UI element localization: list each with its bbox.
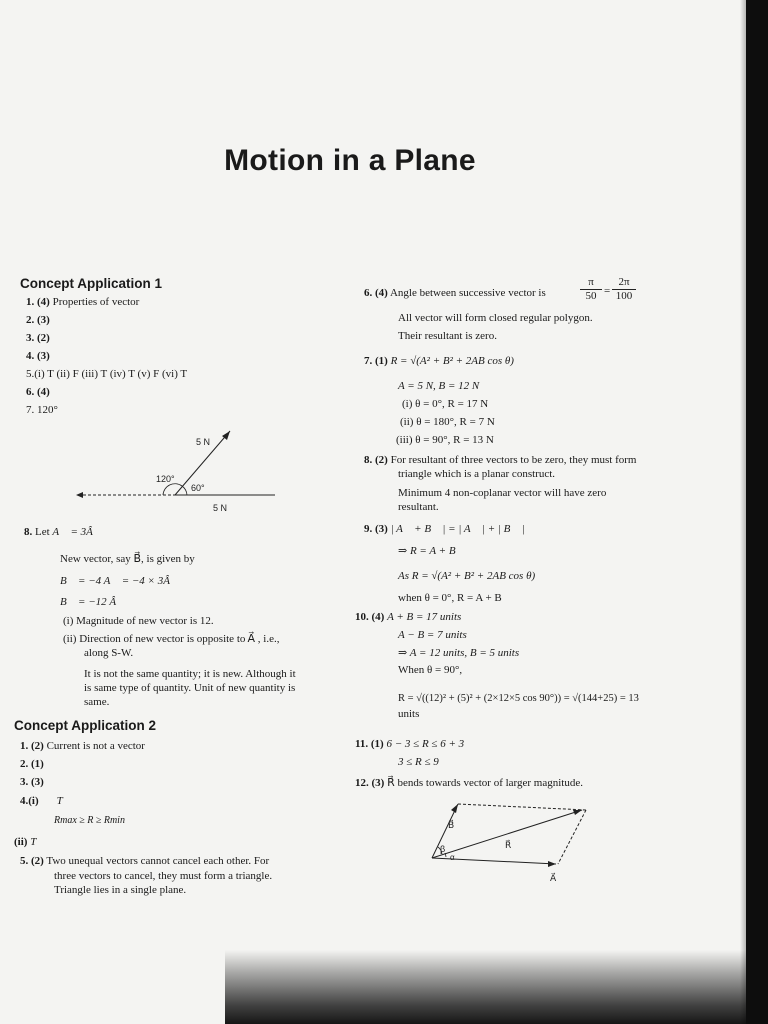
fig1-label-bottom: 5 N (213, 503, 228, 513)
c2-answer-3: 3. (3) (20, 776, 44, 788)
dashed-right-side (558, 810, 586, 864)
vector-r-line (432, 810, 582, 858)
c2-answer-5-line-3: Triangle lies in a single plane. (54, 884, 187, 896)
fraction-pi-over-50 (580, 276, 602, 303)
r-answer-6-line-3: Their resultant is zero. (398, 330, 497, 342)
equals-sign: = (604, 285, 611, 297)
answer-number: 9. (3) (364, 523, 388, 535)
answer-number: 4.(i) (20, 795, 39, 807)
r-answer-6 (364, 287, 546, 300)
r-answer-7 (364, 355, 514, 368)
fraction-denominator: 50 (585, 290, 597, 302)
answer-8-line-2: B⃗ = −4 A⃗ = −4 × 3Â (60, 575, 170, 587)
section-heading-concept-application-1: Concept Application 1 (20, 276, 163, 291)
fig2-label-a: A⃗ (550, 873, 557, 883)
vector-b-arrowhead (451, 804, 458, 813)
r-answer-8-line-4: resultant. (398, 501, 439, 513)
answer-number: 1. (2) (20, 740, 44, 752)
fig1-label-120: 120° (156, 474, 175, 484)
answer-8-point-ii-cont: along S-W. (84, 647, 134, 659)
c2-answer-4-inequality: Rmax ≥ R ≥ Rmin (54, 815, 125, 826)
answer-text: R⃗ bends towards vector of larger magnitude. (387, 777, 583, 789)
fig2-label-r: R⃗ (505, 840, 512, 850)
arrowhead-dashed (76, 492, 83, 498)
answer-text: Two unequal vectors cannot cancel each other. For (46, 855, 270, 867)
c2-answer-5-line-2: three vectors to cancel, they must form a triangle. (54, 870, 273, 882)
fraction-numerator: π (580, 276, 602, 290)
answer-text: Angle between successive vector is (389, 287, 546, 299)
r-answer-9-line-2: As R = √(A² + B² + 2AB cos θ) (398, 570, 536, 582)
r-answer-10-line-5: units (398, 708, 420, 720)
answer-number: 7. (1) (364, 355, 388, 367)
answer-8 (24, 526, 93, 539)
answer-number: 10. (4) (355, 611, 385, 623)
r-answer-10 (355, 611, 461, 624)
answer-value: T (56, 795, 63, 807)
answer-number: 11. (1) (355, 738, 384, 750)
answer-8-para-1: It is not the same quantity; it is new. Although it (84, 668, 296, 680)
answer-number: 6. (4) (364, 287, 388, 299)
r-answer-10-line-3: When θ = 90°, (398, 664, 463, 676)
r-answer-7-line-2: (i) θ = 0°, R = 17 N (402, 398, 489, 410)
answer-number: (ii) (14, 836, 28, 848)
answer-text: For resultant of three vectors to be zero, they must form (390, 454, 637, 466)
r-answer-12 (355, 777, 583, 790)
answer-let: Let (35, 526, 50, 538)
answer-5: 5.(i) T (ii) F (iii) T (iv) T (v) F (vi) T (26, 368, 188, 380)
r-answer-11-line-1: 3 ≤ R ≤ 9 (398, 756, 439, 768)
r-answer-10-line-2: ⇒ A = 12 units, B = 5 units (398, 647, 520, 659)
answer-8-para-2: is same type of quantity. Unit of new quantity is (84, 682, 296, 694)
r-answer-10-line-4: R = √((12)² + (5)² + (2×12×5 cos 90°)) = √(144+25) = 13 (398, 693, 639, 704)
answer-8-point-i: (i) Magnitude of new vector is 12. (63, 615, 214, 627)
section-heading-concept-application-2: Concept Application 2 (14, 718, 157, 733)
answer-equation: R = √(A² + B² + 2AB cos θ) (390, 355, 514, 367)
answer-value: T (30, 836, 37, 848)
answer-4: 4. (3) (26, 350, 50, 362)
answer-equation: A + B = 17 units (387, 611, 462, 623)
r-answer-6-line-2: All vector will form closed regular polygon. (398, 312, 593, 324)
answer-equation: 6 − 3 ≤ R ≤ 6 + 3 (386, 738, 465, 750)
c2-answer-5 (20, 855, 269, 868)
r-answer-8 (364, 454, 636, 467)
vector-a-arrowhead (548, 861, 556, 867)
scan-right-edge (746, 0, 768, 1024)
c2-answer-4-ii (14, 836, 36, 849)
scan-bottom-shadow (225, 950, 768, 1024)
r-answer-9-line-3: when θ = 0°, R = A + B (398, 592, 502, 604)
angle-arc-60 (182, 486, 187, 495)
r-answer-10-line-1: A − B = 7 units (398, 629, 467, 641)
fig1-label-60: 60° (191, 483, 205, 493)
c2-answer-4 (20, 795, 63, 808)
answer-2: 2. (3) (26, 314, 50, 326)
answer-8-para-3: same. (84, 696, 110, 708)
answer-3: 3. (2) (26, 332, 50, 344)
answer-7: 7. 120° (26, 404, 58, 416)
r-answer-11 (355, 738, 464, 751)
answer-number: 5. (2) (20, 855, 44, 867)
answer-text: Current is not a vector (46, 740, 145, 752)
r-answer-7-line-3: (ii) θ = 180°, R = 7 N (400, 416, 495, 428)
r-answer-7-line-4: (iii) θ = 90°, R = 13 N (396, 434, 494, 446)
c2-answer-1 (20, 740, 145, 753)
answer-number: 12. (3) (355, 777, 385, 789)
parallelogram-figure (420, 796, 600, 886)
dashed-top-side (458, 804, 586, 810)
answer-number: 1. (4) (26, 296, 50, 308)
fig2-label-b: B⃗ (448, 820, 455, 830)
answer-text: Properties of vector (52, 296, 140, 308)
vector-r-arrowhead (573, 810, 582, 815)
answer-8-line-1: New vector, say B⃗, is given by (60, 553, 195, 565)
fraction-numerator: 2π (612, 276, 636, 290)
r-answer-8-line-2: triangle which is a planar construct. (398, 468, 556, 480)
fig1-label-top: 5 N (196, 437, 211, 447)
answer-8-point-ii: (ii) Direction of new vector is opposite to A⃗ , i.e., (63, 633, 280, 645)
angle-arc-120 (163, 484, 182, 495)
answer-number: 8. (24, 526, 33, 538)
fraction-denominator: 100 (615, 290, 633, 302)
c2-answer-2: 2. (1) (20, 758, 44, 770)
answer-equation: A⃗ = 3Â (52, 526, 93, 538)
fig2-label-beta: β (440, 844, 446, 854)
vector-angle-figure (70, 425, 290, 515)
answer-1 (26, 296, 139, 309)
r-answer-9-line-1: ⇒ R = A + B (398, 545, 456, 557)
answer-8-line-3: B⃗ = −12 Â (60, 596, 117, 608)
answer-equation: | A⃗ + B⃗ | = | A⃗ | + | B⃗ | (390, 523, 525, 535)
answer-6: 6. (4) (26, 386, 50, 398)
fraction-2pi-over-100 (612, 276, 636, 303)
r-answer-9 (364, 523, 525, 536)
page-title: Motion in a Plane (224, 144, 476, 177)
fig2-label-alpha: α (450, 853, 455, 862)
answer-number: 8. (2) (364, 454, 388, 466)
r-answer-8-line-3: Minimum 4 non-coplanar vector will have zero (398, 487, 607, 499)
r-answer-7-line-1: A = 5 N, B = 12 N (398, 380, 480, 392)
